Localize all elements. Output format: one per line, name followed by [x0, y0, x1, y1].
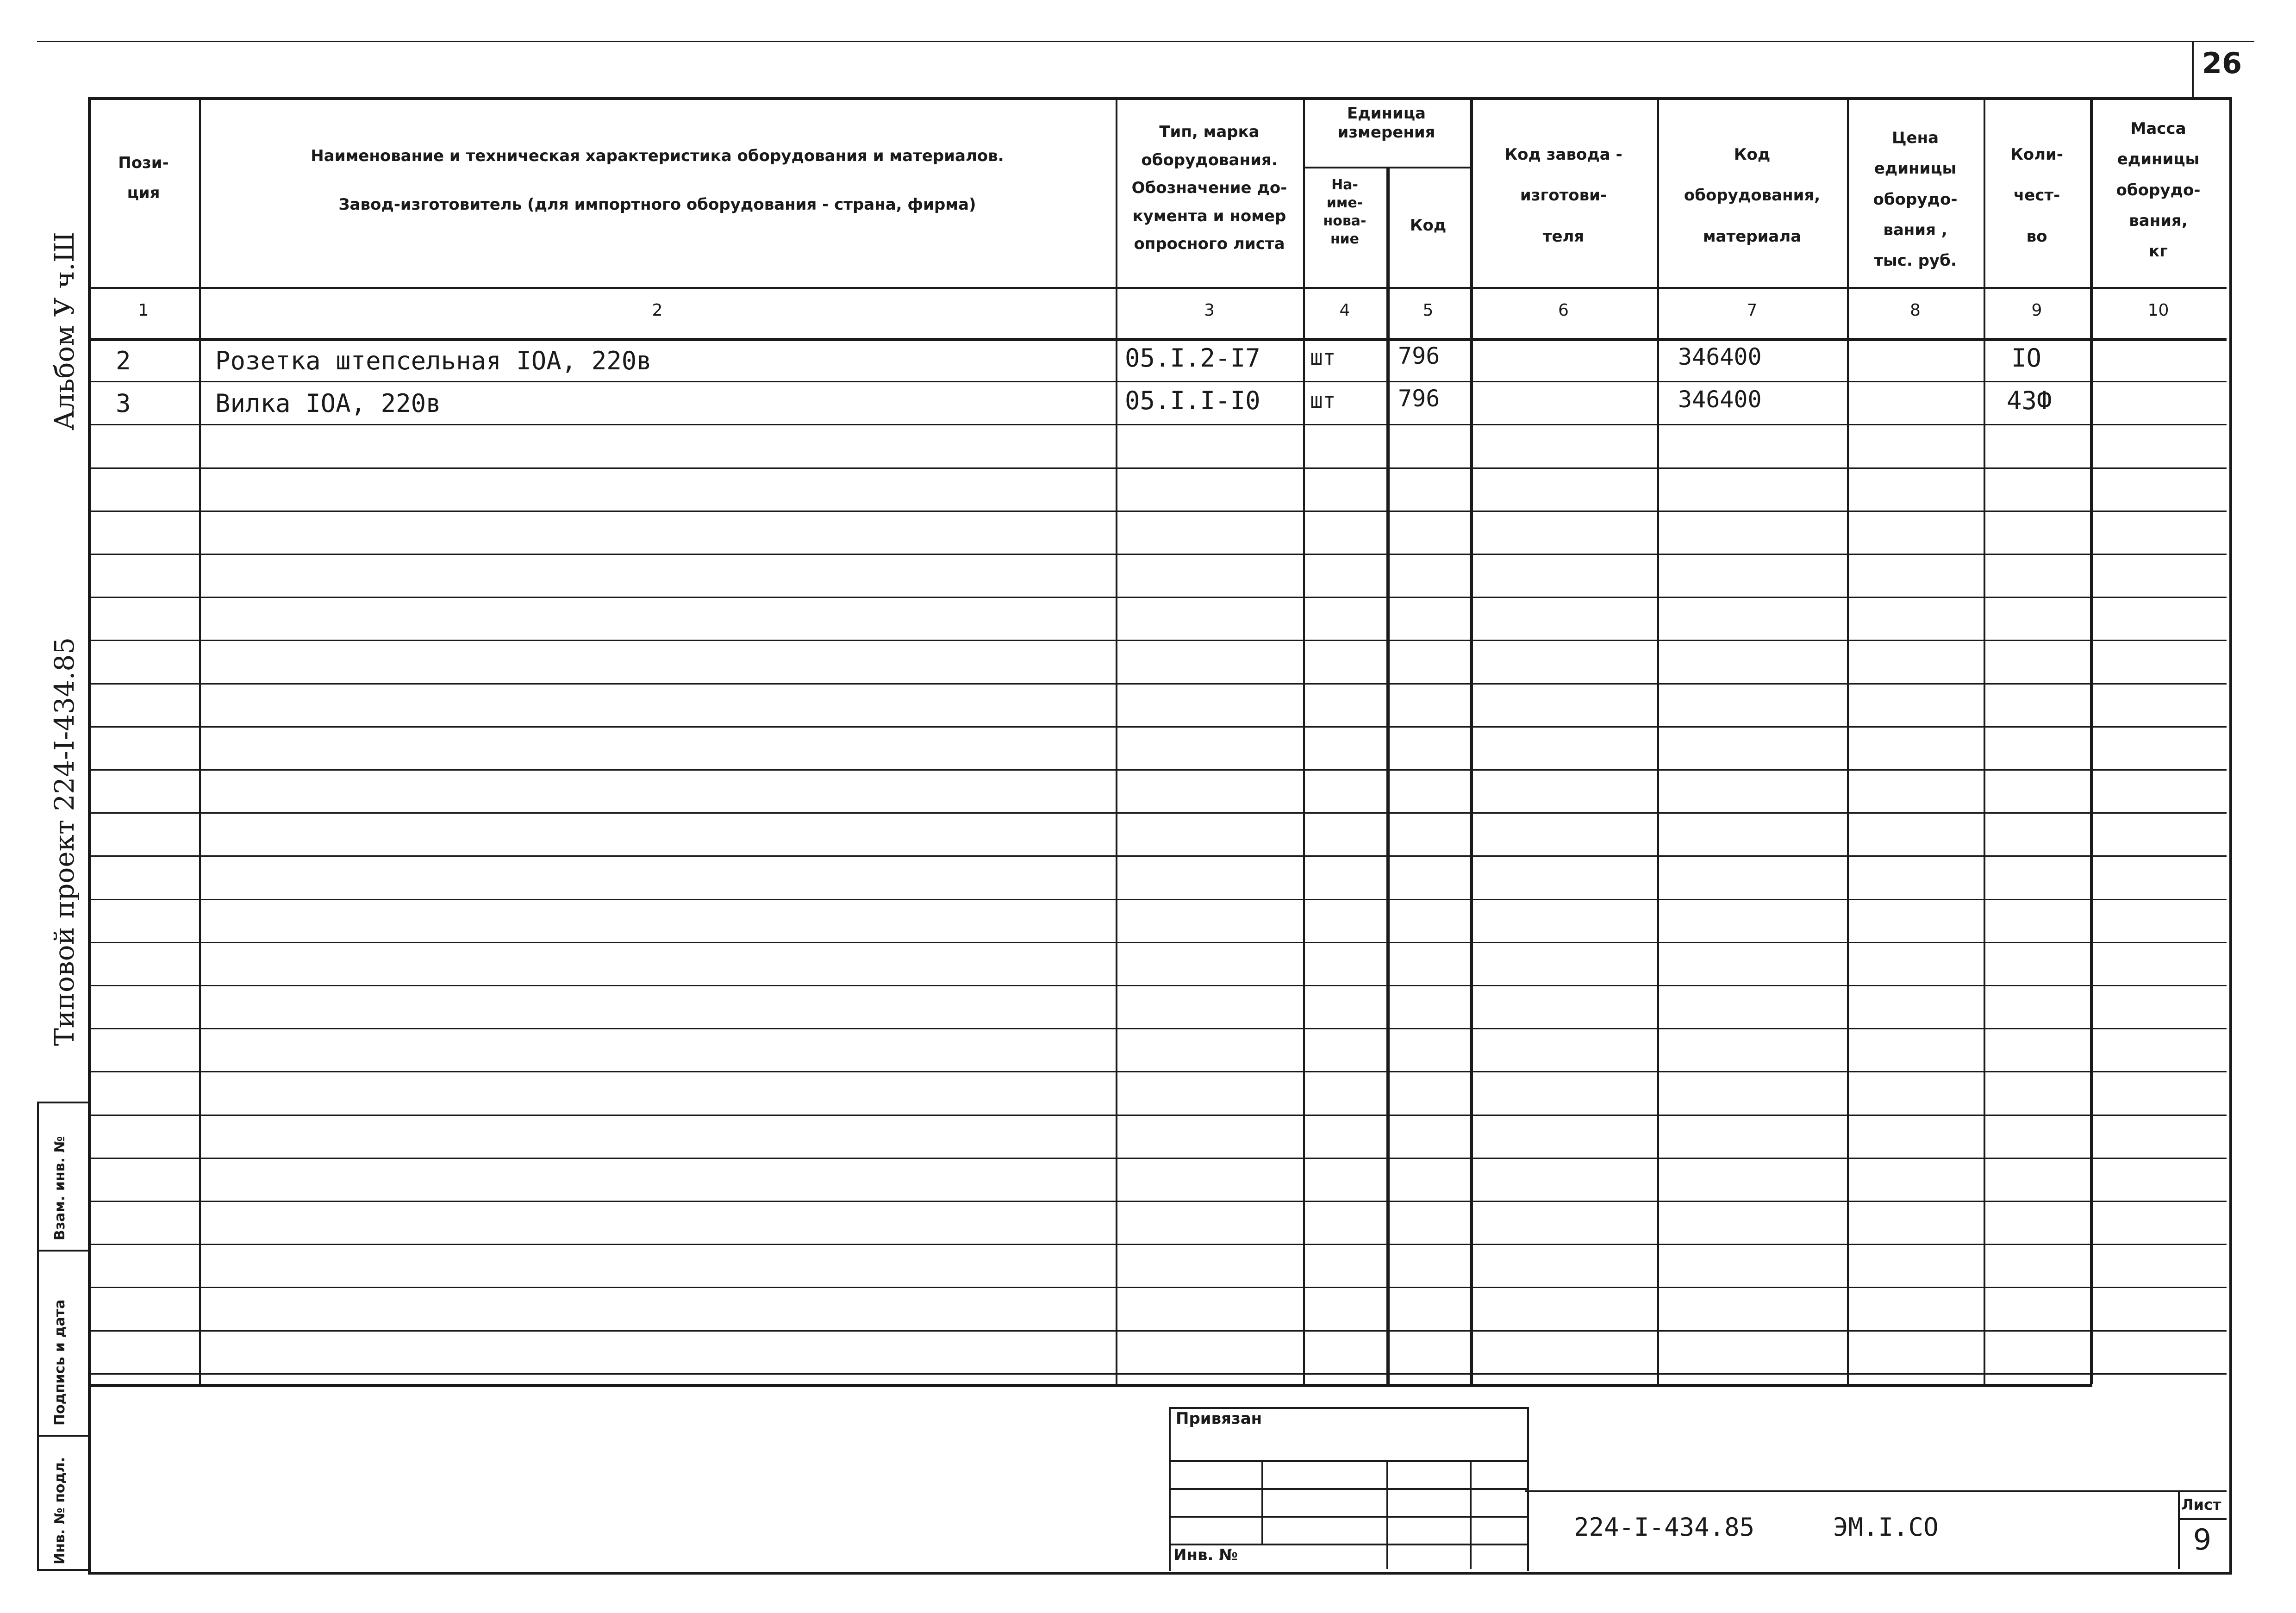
- side-strip-border: [37, 1102, 39, 1569]
- attached-label: Привязан: [1176, 1409, 1262, 1428]
- side-strip-div2: [37, 1435, 88, 1437]
- side-strip-top: [37, 1102, 88, 1103]
- sheet-box-divider: [2178, 1518, 2227, 1520]
- row-2-code: 796: [1398, 385, 1440, 412]
- row-1-code: 796: [1398, 343, 1440, 369]
- row-1-name: Розетка штепсельная IOA, 220в: [215, 346, 652, 375]
- row-rule: [88, 1330, 2227, 1332]
- col-line-8: [1984, 97, 1985, 1384]
- body-bottom: [88, 1384, 2092, 1387]
- row-rule: [88, 985, 2227, 986]
- title-block-top: [1525, 1490, 2227, 1492]
- row-rule: [88, 597, 2227, 598]
- row-rule: [88, 683, 2227, 685]
- row-rule: [88, 942, 2227, 943]
- row-rule: [88, 424, 2227, 425]
- row-1-equip-code: 346400: [1678, 343, 1762, 370]
- row-rule: [88, 640, 2227, 641]
- col-line-7: [1847, 97, 1849, 1384]
- col-line-9: [2090, 97, 2093, 1384]
- col-number-5: 5: [1423, 301, 1434, 320]
- row-2-doc: 05.I.I-I0: [1125, 386, 1260, 415]
- inv-label: Инв. №: [1173, 1546, 1238, 1564]
- col-line-3: [1303, 97, 1305, 1384]
- row-rule: [88, 1115, 2227, 1116]
- attached-grid-h3: [1169, 1516, 1527, 1518]
- unit-group-divider: [1303, 167, 1470, 168]
- row-2-qty: 43Ф: [2007, 386, 2052, 415]
- sheet-number: 9: [2193, 1523, 2212, 1557]
- header-name-line2: Завод-изготовитель (для импортного оборудования - страна, фирма): [338, 195, 976, 214]
- header-unit-code: Код: [1410, 216, 1447, 235]
- row-2-equip-code: 346400: [1678, 386, 1762, 413]
- numbers-bottom: [88, 338, 2227, 341]
- col-number-8: 8: [1910, 301, 1921, 320]
- attached-grid-v1: [1261, 1460, 1263, 1544]
- attached-grid-h1: [1169, 1460, 1527, 1462]
- row-rule: [88, 899, 2227, 900]
- col-number-2: 2: [652, 301, 663, 320]
- col-line-1: [199, 97, 201, 1384]
- page-number: 26: [2202, 46, 2242, 80]
- row-rule: [88, 381, 2227, 382]
- header-type: Тип, марка оборудования. Обозначение до- кумента и номер опросного листа: [1131, 123, 1287, 254]
- doc-code: 224-I-434.85: [1574, 1513, 1755, 1542]
- col-number-4: 4: [1339, 301, 1350, 320]
- row-rule: [88, 1158, 2227, 1159]
- row-rule: [88, 1201, 2227, 1202]
- row-2-position: 3: [116, 389, 131, 418]
- header-unit-group: Единица измерения: [1337, 104, 1435, 142]
- stamp-replaced-inv: Взам. инв. №: [52, 1136, 68, 1240]
- row-rule: [88, 1028, 2227, 1029]
- col-line-6: [1657, 97, 1659, 1384]
- col-number-7: 7: [1747, 301, 1758, 320]
- stamp-signature-date: Подпись и дата: [52, 1299, 68, 1426]
- row-1-qty: IO: [2011, 343, 2042, 373]
- header-bottom: [88, 287, 2227, 289]
- row-rule: [88, 511, 2227, 512]
- row-rule: [88, 855, 2227, 857]
- row-2-unit: шт: [1310, 388, 1336, 413]
- doc-mark: ЭМ.I.СО: [1833, 1513, 1939, 1542]
- row-2-name: Вилка IOA, 220в: [215, 389, 441, 418]
- row-rule: [88, 812, 2227, 814]
- side-strip-div1: [37, 1250, 88, 1252]
- col-line-5: [1470, 97, 1473, 1384]
- row-rule: [88, 769, 2227, 771]
- top-rule: [37, 41, 2254, 42]
- attached-grid-v2: [1386, 1460, 1388, 1569]
- attached-grid-h4: [1169, 1544, 1527, 1545]
- attached-grid-h2: [1169, 1488, 1527, 1490]
- col-number-10: 10: [2147, 301, 2169, 320]
- page-number-box-left: [2192, 42, 2194, 97]
- header-price: Цена единицы оборудо- вания , тыс. руб.: [1873, 129, 1958, 270]
- header-unit-name: На- име- нова- ние: [1323, 177, 1366, 247]
- row-rule: [88, 726, 2227, 728]
- row-1-unit: шт: [1310, 345, 1336, 370]
- row-1-doc: 05.I.2-I7: [1125, 343, 1260, 373]
- row-1-position: 2: [116, 346, 131, 375]
- row-rule: [88, 1373, 2227, 1375]
- attached-grid-v3: [1470, 1460, 1472, 1569]
- col-number-6: 6: [1558, 301, 1569, 320]
- header-name-line1: Наименование и техническая характеристика оборудования и материалов.: [311, 147, 1004, 165]
- row-rule: [88, 1244, 2227, 1245]
- header-factory-code: Код завода - изготови- теля: [1504, 145, 1622, 246]
- col-number-9: 9: [2031, 301, 2042, 320]
- row-rule: [88, 1071, 2227, 1072]
- header-quantity: Коли- чест- во: [2010, 145, 2063, 246]
- album-label: Альбом У ч.Ш: [49, 231, 80, 430]
- sheet-label: Лист: [2181, 1496, 2221, 1513]
- stamp-orig-inv: Инв. № подл.: [52, 1457, 68, 1564]
- row-rule: [88, 1287, 2227, 1288]
- header-mass: Масса единицы оборудо- вания, кг: [2116, 119, 2201, 261]
- col-number-1: 1: [138, 301, 149, 320]
- header-equipment-code: Код оборудования, материала: [1684, 145, 1821, 246]
- project-label: Типовой проект 224-I-434.85: [49, 637, 80, 1046]
- side-strip-bottom: [37, 1569, 88, 1571]
- header-position: Пози- ция: [118, 154, 169, 202]
- row-rule: [88, 467, 2227, 469]
- row-rule: [88, 554, 2227, 555]
- col-line-2: [1116, 97, 1117, 1384]
- col-number-3: 3: [1204, 301, 1215, 320]
